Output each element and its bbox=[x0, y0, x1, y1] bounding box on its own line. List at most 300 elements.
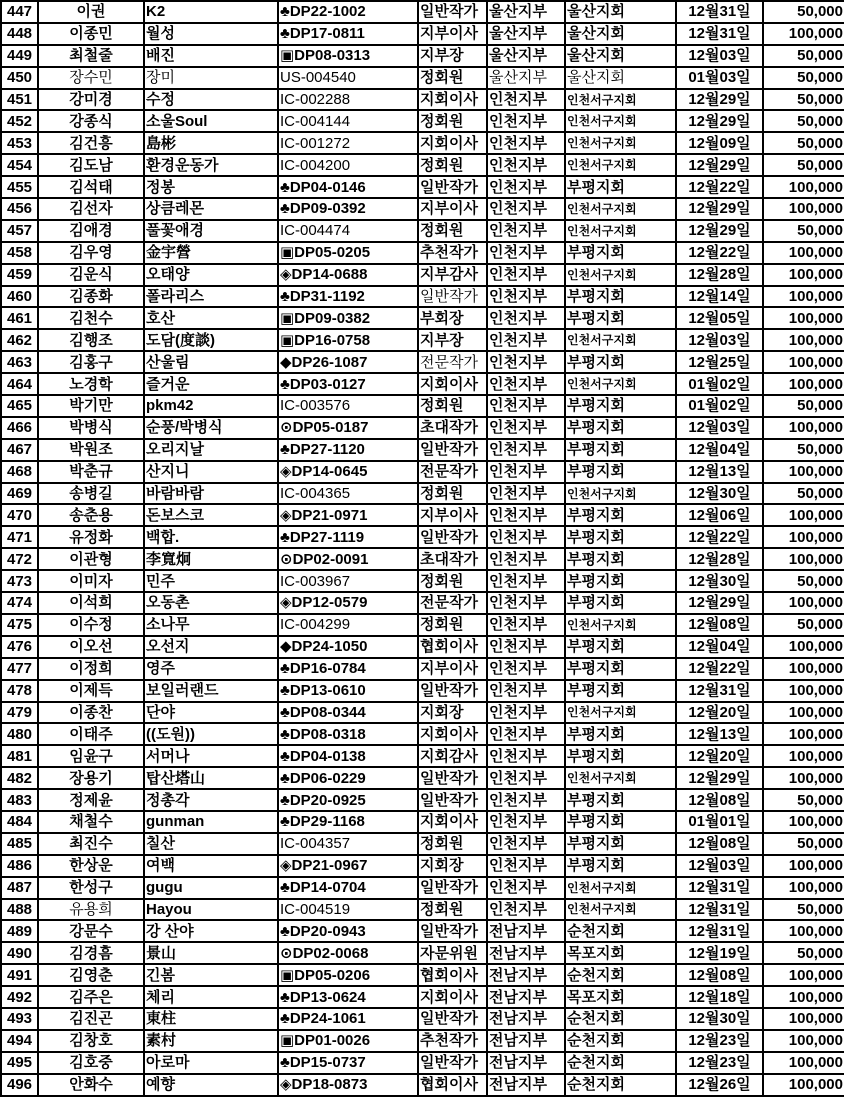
cell-branch: 전남지부 bbox=[487, 1030, 565, 1052]
cell-date: 12월29일 bbox=[676, 110, 763, 132]
table-row bbox=[1, 220, 844, 242]
cell-branch: 전남지부 bbox=[487, 942, 565, 964]
cell-chapter: 인천서구지회 bbox=[565, 702, 676, 724]
table-row bbox=[1, 658, 844, 680]
cell-member-code: ▣DP01-0026 bbox=[278, 1030, 418, 1052]
cell-row-number: 474 bbox=[1, 592, 38, 614]
cell-member-name: 김도남 bbox=[38, 154, 144, 176]
cell-member-code: ♣DP13-0610 bbox=[278, 680, 418, 702]
cell-branch: 인천지부 bbox=[487, 614, 565, 636]
cell-member-code: IC-004200 bbox=[278, 154, 418, 176]
cell-chapter: 부평지회 bbox=[565, 855, 676, 877]
cell-amount: 50,000 bbox=[763, 1, 844, 23]
cell-row-number: 472 bbox=[1, 548, 38, 570]
cell-branch: 인천지부 bbox=[487, 899, 565, 921]
cell-member-code: ◈DP18-0873 bbox=[278, 1074, 418, 1096]
table-row bbox=[1, 855, 844, 877]
cell-role: 정회원 bbox=[418, 67, 487, 89]
cell-member-code: ♣DP15-0737 bbox=[278, 1052, 418, 1074]
cell-role: 정회원 bbox=[418, 483, 487, 505]
cell-chapter: 부평지회 bbox=[565, 417, 676, 439]
cell-pen-name: 金宇營 bbox=[144, 242, 278, 264]
table-row bbox=[1, 964, 844, 986]
cell-role: 정회원 bbox=[418, 570, 487, 592]
cell-member-code: ◈DP12-0579 bbox=[278, 592, 418, 614]
cell-chapter: 울산지회 bbox=[565, 67, 676, 89]
table-row bbox=[1, 110, 844, 132]
cell-row-number: 494 bbox=[1, 1030, 38, 1052]
cell-branch: 인천지부 bbox=[487, 286, 565, 308]
table-row bbox=[1, 680, 844, 702]
cell-date: 12월08일 bbox=[676, 789, 763, 811]
cell-pen-name: 체리 bbox=[144, 986, 278, 1008]
cell-chapter: 울산지회 bbox=[565, 45, 676, 67]
cell-date: 12월13일 bbox=[676, 723, 763, 745]
cell-member-name: 김진곤 bbox=[38, 1008, 144, 1030]
cell-member-name: 최진수 bbox=[38, 833, 144, 855]
cell-member-name: 김영춘 bbox=[38, 964, 144, 986]
cell-role: 일반작가 bbox=[418, 877, 487, 899]
cell-date: 12월06일 bbox=[676, 504, 763, 526]
cell-branch: 인천지부 bbox=[487, 154, 565, 176]
cell-pen-name: 아로마 bbox=[144, 1052, 278, 1074]
cell-pen-name: 오리지날 bbox=[144, 439, 278, 461]
cell-amount: 100,000 bbox=[763, 176, 844, 198]
cell-branch: 전남지부 bbox=[487, 1008, 565, 1030]
table-row bbox=[1, 592, 844, 614]
table-row bbox=[1, 745, 844, 767]
cell-branch: 인천지부 bbox=[487, 307, 565, 329]
cell-date: 12월09일 bbox=[676, 132, 763, 154]
table-row bbox=[1, 986, 844, 1008]
table-row bbox=[1, 811, 844, 833]
cell-amount: 50,000 bbox=[763, 132, 844, 154]
cell-pen-name: 소나무 bbox=[144, 614, 278, 636]
cell-row-number: 461 bbox=[1, 307, 38, 329]
cell-role: 전문작가 bbox=[418, 461, 487, 483]
cell-branch: 울산지부 bbox=[487, 23, 565, 45]
cell-row-number: 466 bbox=[1, 417, 38, 439]
cell-member-code: ▣DP05-0206 bbox=[278, 964, 418, 986]
cell-member-code: ♣DP09-0392 bbox=[278, 198, 418, 220]
table-row bbox=[1, 789, 844, 811]
cell-member-code: ♣DP14-0704 bbox=[278, 877, 418, 899]
cell-branch: 인천지부 bbox=[487, 483, 565, 505]
cell-branch: 인천지부 bbox=[487, 592, 565, 614]
cell-pen-name: 素村 bbox=[144, 1030, 278, 1052]
cell-pen-name: Hayou bbox=[144, 899, 278, 921]
cell-amount: 100,000 bbox=[763, 658, 844, 680]
cell-row-number: 452 bbox=[1, 110, 38, 132]
table-row bbox=[1, 570, 844, 592]
cell-date: 12월30일 bbox=[676, 1008, 763, 1030]
cell-role: 일반작가 bbox=[418, 1052, 487, 1074]
cell-amount: 100,000 bbox=[763, 920, 844, 942]
cell-date: 01월02일 bbox=[676, 373, 763, 395]
table-row bbox=[1, 1, 844, 23]
table-row bbox=[1, 264, 844, 286]
cell-member-name: 임윤구 bbox=[38, 745, 144, 767]
cell-branch: 전남지부 bbox=[487, 920, 565, 942]
cell-date: 12월08일 bbox=[676, 964, 763, 986]
cell-role: 일반작가 bbox=[418, 767, 487, 789]
cell-row-number: 482 bbox=[1, 767, 38, 789]
cell-chapter: 부평지회 bbox=[565, 395, 676, 417]
cell-date: 12월23일 bbox=[676, 1030, 763, 1052]
cell-member-code: ♣DP06-0229 bbox=[278, 767, 418, 789]
cell-row-number: 462 bbox=[1, 329, 38, 351]
cell-amount: 50,000 bbox=[763, 110, 844, 132]
cell-member-code: ♣DP13-0624 bbox=[278, 986, 418, 1008]
cell-role: 초대작가 bbox=[418, 548, 487, 570]
cell-chapter: 부평지회 bbox=[565, 548, 676, 570]
table-row bbox=[1, 526, 844, 548]
cell-pen-name: 호산 bbox=[144, 307, 278, 329]
cell-branch: 전남지부 bbox=[487, 1074, 565, 1096]
cell-member-code: ♣DP31-1192 bbox=[278, 286, 418, 308]
cell-role: 지부이사 bbox=[418, 504, 487, 526]
cell-pen-name: 상큼레몬 bbox=[144, 198, 278, 220]
cell-member-code: ◈DP21-0967 bbox=[278, 855, 418, 877]
cell-row-number: 454 bbox=[1, 154, 38, 176]
cell-chapter: 부평지회 bbox=[565, 636, 676, 658]
cell-branch: 인천지부 bbox=[487, 680, 565, 702]
cell-chapter: 부평지회 bbox=[565, 658, 676, 680]
cell-role: 지회이사 bbox=[418, 373, 487, 395]
cell-date: 12월31일 bbox=[676, 1, 763, 23]
cell-amount: 100,000 bbox=[763, 723, 844, 745]
cell-branch: 전남지부 bbox=[487, 986, 565, 1008]
cell-date: 12월31일 bbox=[676, 680, 763, 702]
cell-pen-name: 오태양 bbox=[144, 264, 278, 286]
cell-member-name: 이태주 bbox=[38, 723, 144, 745]
cell-member-name: 김주은 bbox=[38, 986, 144, 1008]
cell-role: 지부장 bbox=[418, 329, 487, 351]
cell-date: 12월31일 bbox=[676, 920, 763, 942]
cell-role: 협회이사 bbox=[418, 636, 487, 658]
cell-date: 12월28일 bbox=[676, 264, 763, 286]
cell-pen-name: 환경운동가 bbox=[144, 154, 278, 176]
cell-amount: 50,000 bbox=[763, 789, 844, 811]
table-row bbox=[1, 373, 844, 395]
cell-role: 초대작가 bbox=[418, 417, 487, 439]
cell-role: 지부이사 bbox=[418, 198, 487, 220]
cell-row-number: 451 bbox=[1, 89, 38, 111]
cell-pen-name: 서머나 bbox=[144, 745, 278, 767]
cell-member-code: IC-004299 bbox=[278, 614, 418, 636]
cell-member-code: ♣DP04-0146 bbox=[278, 176, 418, 198]
table-row bbox=[1, 702, 844, 724]
cell-member-name: 최철줄 bbox=[38, 45, 144, 67]
table-row bbox=[1, 942, 844, 964]
table-row bbox=[1, 23, 844, 45]
cell-chapter: 인천서구지회 bbox=[565, 132, 676, 154]
cell-pen-name: 장미 bbox=[144, 67, 278, 89]
cell-amount: 100,000 bbox=[763, 702, 844, 724]
cell-row-number: 481 bbox=[1, 745, 38, 767]
cell-chapter: 부평지회 bbox=[565, 242, 676, 264]
cell-amount: 50,000 bbox=[763, 483, 844, 505]
cell-member-name: 김운식 bbox=[38, 264, 144, 286]
cell-chapter: 부평지회 bbox=[565, 680, 676, 702]
cell-date: 12월14일 bbox=[676, 286, 763, 308]
cell-branch: 울산지부 bbox=[487, 1, 565, 23]
cell-chapter: 울산지회 bbox=[565, 23, 676, 45]
cell-chapter: 순천지회 bbox=[565, 1052, 676, 1074]
table-row bbox=[1, 877, 844, 899]
cell-date: 12월19일 bbox=[676, 942, 763, 964]
table-row bbox=[1, 154, 844, 176]
cell-date: 12월22일 bbox=[676, 526, 763, 548]
cell-pen-name: 민주 bbox=[144, 570, 278, 592]
cell-chapter: 순천지회 bbox=[565, 1030, 676, 1052]
cell-date: 12월30일 bbox=[676, 570, 763, 592]
cell-member-name: 김홍구 bbox=[38, 351, 144, 373]
cell-role: 지회이사 bbox=[418, 811, 487, 833]
cell-role: 정회원 bbox=[418, 899, 487, 921]
cell-chapter: 인천서구지회 bbox=[565, 89, 676, 111]
cell-date: 12월29일 bbox=[676, 154, 763, 176]
cell-amount: 100,000 bbox=[763, 1008, 844, 1030]
cell-member-code: ♣DP04-0138 bbox=[278, 745, 418, 767]
cell-role: 지회장 bbox=[418, 855, 487, 877]
cell-amount: 100,000 bbox=[763, 986, 844, 1008]
cell-role: 지회이사 bbox=[418, 89, 487, 111]
cell-row-number: 476 bbox=[1, 636, 38, 658]
cell-amount: 100,000 bbox=[763, 745, 844, 767]
cell-row-number: 449 bbox=[1, 45, 38, 67]
cell-date: 12월03일 bbox=[676, 417, 763, 439]
cell-member-code: ♣DP27-1120 bbox=[278, 439, 418, 461]
cell-date: 12월04일 bbox=[676, 439, 763, 461]
cell-branch: 인천지부 bbox=[487, 198, 565, 220]
cell-member-code: US-004540 bbox=[278, 67, 418, 89]
cell-chapter: 부평지회 bbox=[565, 833, 676, 855]
cell-row-number: 496 bbox=[1, 1074, 38, 1096]
cell-role: 일반작가 bbox=[418, 1008, 487, 1030]
cell-role: 지부감사 bbox=[418, 264, 487, 286]
cell-chapter: 부평지회 bbox=[565, 789, 676, 811]
cell-pen-name: 배진 bbox=[144, 45, 278, 67]
cell-chapter: 부평지회 bbox=[565, 351, 676, 373]
cell-branch: 인천지부 bbox=[487, 877, 565, 899]
cell-date: 12월22일 bbox=[676, 176, 763, 198]
cell-row-number: 480 bbox=[1, 723, 38, 745]
cell-branch: 인천지부 bbox=[487, 526, 565, 548]
cell-branch: 인천지부 bbox=[487, 373, 565, 395]
table-row bbox=[1, 45, 844, 67]
cell-role: 지부장 bbox=[418, 45, 487, 67]
cell-row-number: 484 bbox=[1, 811, 38, 833]
cell-member-code: ♣DP16-0784 bbox=[278, 658, 418, 680]
cell-pen-name: 산지니 bbox=[144, 461, 278, 483]
cell-amount: 100,000 bbox=[763, 592, 844, 614]
cell-member-code: ◈DP14-0688 bbox=[278, 264, 418, 286]
cell-chapter: 부평지회 bbox=[565, 526, 676, 548]
cell-amount: 100,000 bbox=[763, 329, 844, 351]
cell-member-code: ♣DP08-0344 bbox=[278, 702, 418, 724]
cell-chapter: 순천지회 bbox=[565, 920, 676, 942]
cell-amount: 50,000 bbox=[763, 45, 844, 67]
cell-chapter: 인천서구지회 bbox=[565, 329, 676, 351]
cell-row-number: 456 bbox=[1, 198, 38, 220]
table-row bbox=[1, 461, 844, 483]
cell-branch: 인천지부 bbox=[487, 570, 565, 592]
cell-chapter: 인천서구지회 bbox=[565, 614, 676, 636]
cell-member-name: 박원조 bbox=[38, 439, 144, 461]
cell-member-code: IC-004357 bbox=[278, 833, 418, 855]
cell-branch: 인천지부 bbox=[487, 264, 565, 286]
cell-pen-name: 보일러랜드 bbox=[144, 680, 278, 702]
cell-chapter: 부평지회 bbox=[565, 176, 676, 198]
cell-row-number: 467 bbox=[1, 439, 38, 461]
cell-date: 12월18일 bbox=[676, 986, 763, 1008]
cell-pen-name: 탑산塔山 bbox=[144, 767, 278, 789]
cell-chapter: 인천서구지회 bbox=[565, 373, 676, 395]
table-row bbox=[1, 67, 844, 89]
cell-row-number: 477 bbox=[1, 658, 38, 680]
table-row bbox=[1, 767, 844, 789]
table-row bbox=[1, 198, 844, 220]
cell-branch: 인천지부 bbox=[487, 110, 565, 132]
cell-chapter: 인천서구지회 bbox=[565, 198, 676, 220]
cell-branch: 인천지부 bbox=[487, 855, 565, 877]
cell-member-code: ♣DP08-0318 bbox=[278, 723, 418, 745]
cell-row-number: 464 bbox=[1, 373, 38, 395]
cell-date: 12월05일 bbox=[676, 307, 763, 329]
cell-role: 정회원 bbox=[418, 110, 487, 132]
cell-amount: 100,000 bbox=[763, 811, 844, 833]
table-row bbox=[1, 1030, 844, 1052]
cell-role: 일반작가 bbox=[418, 680, 487, 702]
table-row bbox=[1, 920, 844, 942]
cell-chapter: 부평지회 bbox=[565, 504, 676, 526]
membership-table-body bbox=[1, 1, 844, 1096]
cell-role: 지부이사 bbox=[418, 658, 487, 680]
cell-row-number: 479 bbox=[1, 702, 38, 724]
cell-member-name: 이석희 bbox=[38, 592, 144, 614]
cell-pen-name: 정봉 bbox=[144, 176, 278, 198]
cell-pen-name: 東柱 bbox=[144, 1008, 278, 1030]
cell-branch: 인천지부 bbox=[487, 548, 565, 570]
cell-date: 12월03일 bbox=[676, 329, 763, 351]
cell-chapter: 울산지회 bbox=[565, 1, 676, 23]
cell-row-number: 475 bbox=[1, 614, 38, 636]
cell-member-name: 정제윤 bbox=[38, 789, 144, 811]
cell-member-code: ♣DP29-1168 bbox=[278, 811, 418, 833]
cell-pen-name: 강 산야 bbox=[144, 920, 278, 942]
cell-amount: 50,000 bbox=[763, 614, 844, 636]
cell-row-number: 491 bbox=[1, 964, 38, 986]
cell-chapter: 인천서구지회 bbox=[565, 264, 676, 286]
cell-member-name: 이종찬 bbox=[38, 702, 144, 724]
cell-chapter: 순천지회 bbox=[565, 1008, 676, 1030]
cell-row-number: 483 bbox=[1, 789, 38, 811]
cell-member-name: 강문수 bbox=[38, 920, 144, 942]
cell-member-name: 김선자 bbox=[38, 198, 144, 220]
cell-member-name: 안화수 bbox=[38, 1074, 144, 1096]
cell-amount: 50,000 bbox=[763, 942, 844, 964]
cell-member-code: IC-003576 bbox=[278, 395, 418, 417]
cell-amount: 100,000 bbox=[763, 877, 844, 899]
cell-branch: 인천지부 bbox=[487, 789, 565, 811]
cell-role: 전문작가 bbox=[418, 351, 487, 373]
cell-role: 부회장 bbox=[418, 307, 487, 329]
cell-branch: 인천지부 bbox=[487, 329, 565, 351]
table-row bbox=[1, 1074, 844, 1096]
cell-member-name: 이수정 bbox=[38, 614, 144, 636]
cell-amount: 100,000 bbox=[763, 351, 844, 373]
cell-date: 12월29일 bbox=[676, 89, 763, 111]
table-row bbox=[1, 395, 844, 417]
cell-row-number: 455 bbox=[1, 176, 38, 198]
table-row bbox=[1, 89, 844, 111]
cell-branch: 인천지부 bbox=[487, 439, 565, 461]
cell-amount: 100,000 bbox=[763, 964, 844, 986]
cell-member-code: ▣DP16-0758 bbox=[278, 329, 418, 351]
cell-chapter: 부평지회 bbox=[565, 745, 676, 767]
cell-date: 12월25일 bbox=[676, 351, 763, 373]
cell-branch: 인천지부 bbox=[487, 242, 565, 264]
cell-row-number: 485 bbox=[1, 833, 38, 855]
cell-member-name: 강미경 bbox=[38, 89, 144, 111]
table-row bbox=[1, 504, 844, 526]
cell-chapter: 순천지회 bbox=[565, 964, 676, 986]
cell-member-name: 유용희 bbox=[38, 899, 144, 921]
table-row bbox=[1, 132, 844, 154]
cell-role: 일반작가 bbox=[418, 920, 487, 942]
cell-member-name: 이오선 bbox=[38, 636, 144, 658]
cell-role: 지회장 bbox=[418, 702, 487, 724]
cell-branch: 전남지부 bbox=[487, 1052, 565, 1074]
cell-pen-name: 영주 bbox=[144, 658, 278, 680]
cell-pen-name: 바람바람 bbox=[144, 483, 278, 505]
cell-member-name: 박기만 bbox=[38, 395, 144, 417]
cell-member-name: 유정화 bbox=[38, 526, 144, 548]
cell-branch: 인천지부 bbox=[487, 811, 565, 833]
cell-chapter: 부평지회 bbox=[565, 286, 676, 308]
cell-role: 추천작가 bbox=[418, 1030, 487, 1052]
cell-date: 12월22일 bbox=[676, 658, 763, 680]
table-row bbox=[1, 548, 844, 570]
cell-chapter: 부평지회 bbox=[565, 811, 676, 833]
cell-row-number: 493 bbox=[1, 1008, 38, 1030]
cell-amount: 100,000 bbox=[763, 417, 844, 439]
cell-branch: 인천지부 bbox=[487, 351, 565, 373]
cell-pen-name: 여백 bbox=[144, 855, 278, 877]
cell-date: 12월31일 bbox=[676, 877, 763, 899]
table-row bbox=[1, 636, 844, 658]
cell-member-code: IC-001272 bbox=[278, 132, 418, 154]
cell-amount: 50,000 bbox=[763, 833, 844, 855]
cell-branch: 전남지부 bbox=[487, 964, 565, 986]
cell-role: 지회감사 bbox=[418, 745, 487, 767]
cell-role: 정회원 bbox=[418, 220, 487, 242]
cell-member-name: 강종식 bbox=[38, 110, 144, 132]
cell-row-number: 487 bbox=[1, 877, 38, 899]
cell-row-number: 457 bbox=[1, 220, 38, 242]
cell-amount: 100,000 bbox=[763, 1052, 844, 1074]
cell-pen-name: 李寬炯 bbox=[144, 548, 278, 570]
cell-date: 12월08일 bbox=[676, 614, 763, 636]
cell-pen-name: 폴라리스 bbox=[144, 286, 278, 308]
table-row bbox=[1, 833, 844, 855]
table-row bbox=[1, 242, 844, 264]
cell-date: 12월28일 bbox=[676, 548, 763, 570]
cell-row-number: 458 bbox=[1, 242, 38, 264]
cell-member-code: ⊙DP02-0091 bbox=[278, 548, 418, 570]
cell-role: 지회이사 bbox=[418, 986, 487, 1008]
